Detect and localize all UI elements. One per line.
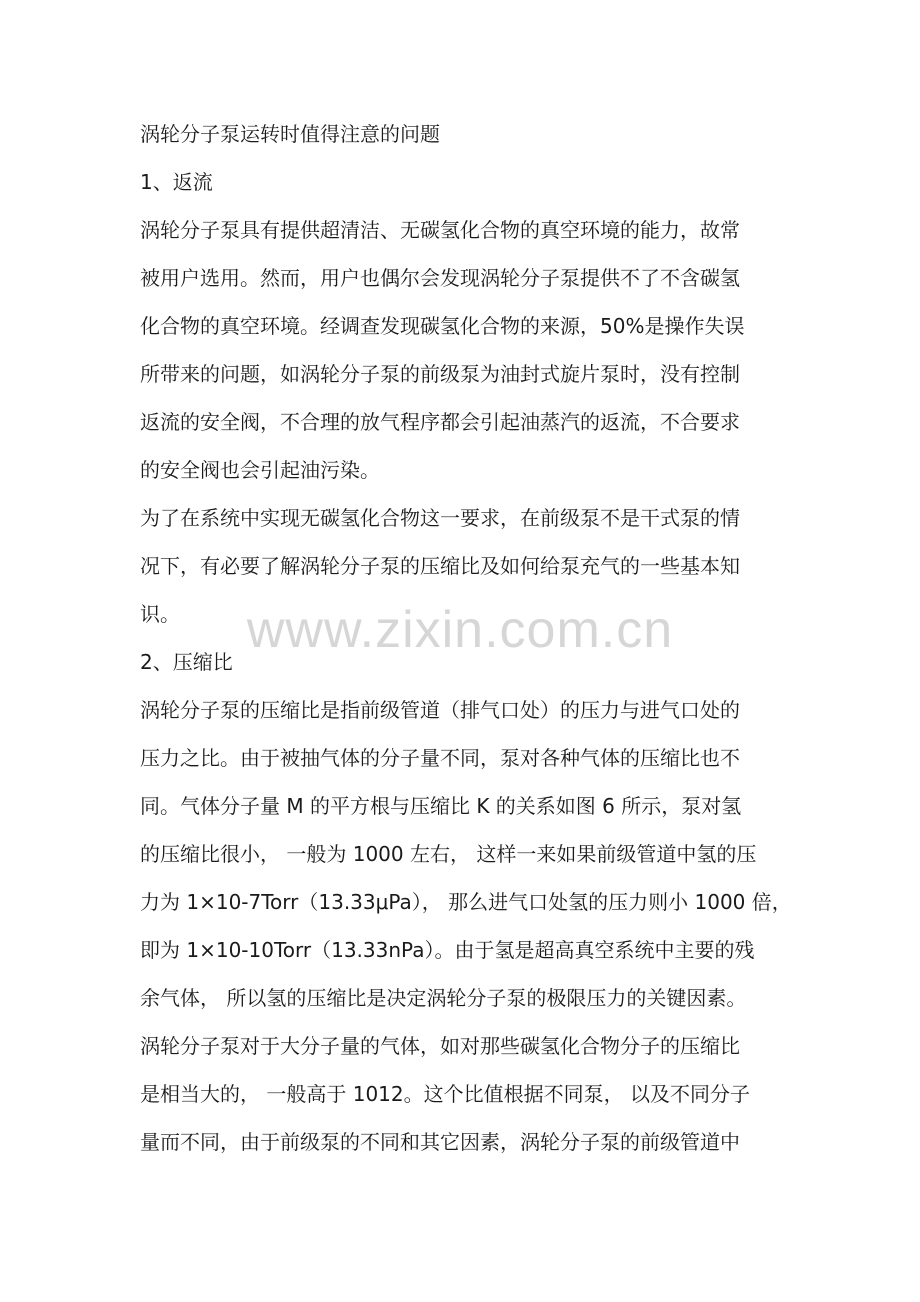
watermark: www.zixin.com.cn (246, 601, 674, 659)
text-line: 的安全阀也会引起油污染。 (140, 458, 380, 482)
text-line: 量而不同，由于前级泵的不同和其它因素，涡轮分子泵的前级管道中 (140, 1130, 740, 1154)
text-line: 所带来的问题，如涡轮分子泵的前级泵为油封式旋片泵时，没有控制 (140, 362, 740, 386)
paragraph-heavy-molecules (140, 1022, 785, 1166)
text-line: 返流的安全阀，不合理的放气程序都会引起油蒸汽的返流，不合要求 (140, 410, 740, 434)
text-line: 为了在系统中实现无碳氢化合物这一要求，在前级泵不是干式泵的情 (140, 506, 740, 530)
text-line: 况下，有必要了解涡轮分子泵的压缩比及如何给泵充气的一些基本知 (140, 554, 740, 578)
text-line: 化合物的真空环境。经调查发现碳氢化合物的来源，50%是操作失误 (140, 314, 745, 338)
paragraph-backflow (140, 206, 785, 494)
text-line: 同。气体分子量 M 的平方根与压缩比 K 的关系如图 6 所示，泵对氢 (140, 794, 742, 818)
text-line: 涡轮分子泵的压缩比是指前级管道（排气口处）的压力与进气口处的 (140, 698, 740, 722)
paragraph-compression-ratio (140, 686, 792, 1022)
text-line: 被用户选用。然而，用户也偶尔会发现涡轮分子泵提供不了不含碳氢 (140, 266, 740, 290)
text-line: 识。 (140, 602, 180, 626)
document-title: 涡轮分子泵运转时值得注意的问题 (140, 122, 440, 146)
section-heading-backflow: 1、返流 (140, 170, 213, 194)
paragraph-requirement (140, 494, 785, 638)
text-line: 力为 1×10-7Torr（13.33μPa）， 那么进气口处氢的压力则小 1000 倍， (140, 890, 792, 914)
text-line: 涡轮分子泵对于大分子量的气体，如对那些碳氢化合物分子的压缩比 (140, 1034, 740, 1058)
text-line: 余气体， 所以氢的压缩比是决定涡轮分子泵的极限压力的关键因素。 (140, 986, 747, 1010)
text-line: 涡轮分子泵具有提供超清洁、无碳氢化合物的真空环境的能力，故常 (140, 218, 740, 242)
text-line: 压力之比。由于被抽气体的分子量不同，泵对各种气体的压缩比也不 (140, 746, 740, 770)
text-line: 即为 1×10-10Torr（13.33nPa）。由于氢是超高真空系统中主要的残 (140, 938, 755, 962)
section-heading-compression-ratio: 2、压缩比 (140, 650, 233, 674)
text-line: 的压缩比很小， 一般为 1000 左右， 这样一来如果前级管道中氢的压 (140, 842, 757, 866)
document-body (140, 110, 792, 1166)
text-line: 是相当大的， 一般高于 1012。这个比值根据不同泵， 以及不同分子 (140, 1082, 750, 1106)
